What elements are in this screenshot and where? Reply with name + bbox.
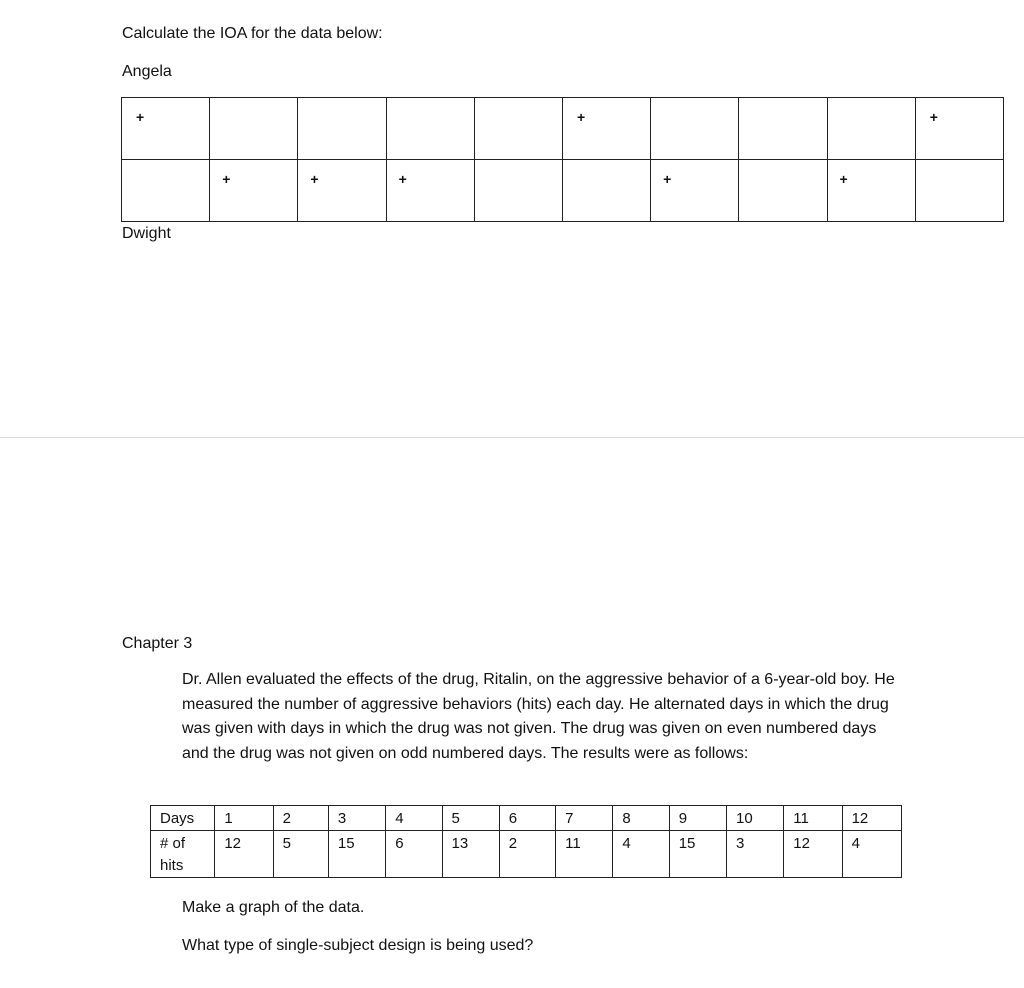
dwight-mark: +: [310, 171, 319, 187]
angela-row: [122, 98, 1004, 160]
instruction-text: Calculate the IOA for the data below:: [122, 25, 383, 42]
angela-cell: [915, 98, 1003, 160]
dwight-cell: [474, 160, 562, 222]
angela-cell: [739, 98, 827, 160]
hits-cell: 2: [499, 831, 555, 878]
dwight-cell: [210, 160, 298, 222]
hits-cell: 4: [613, 831, 669, 878]
dwight-cell: [298, 160, 386, 222]
dwight-cell: [651, 160, 739, 222]
dwight-cell: [915, 160, 1003, 222]
dwight-cell: [739, 160, 827, 222]
question-design: What type of single-subject design is being used?: [182, 937, 534, 954]
day-cell: 7: [556, 806, 613, 831]
hits-cell: 6: [386, 831, 442, 878]
days-label: Days: [151, 806, 215, 831]
day-cell: 3: [328, 806, 385, 831]
dwight-mark: +: [663, 171, 672, 187]
angela-cell: [562, 98, 650, 160]
angela-cell: [386, 98, 474, 160]
day-cell: 1: [215, 806, 273, 831]
day-cell: 8: [613, 806, 669, 831]
hits-cell: 4: [842, 831, 901, 878]
hits-cell: 13: [442, 831, 499, 878]
day-cell: 4: [386, 806, 442, 831]
days-row: [151, 806, 902, 831]
hits-label: # of hits: [151, 831, 215, 878]
day-cell: 12: [842, 806, 901, 831]
dwight-row: [122, 160, 1004, 222]
day-cell: 6: [499, 806, 555, 831]
hits-data-table: [150, 805, 902, 878]
ioa-recording-table: [121, 97, 1004, 222]
angela-cell: [298, 98, 386, 160]
angela-cell: [474, 98, 562, 160]
day-cell: 10: [726, 806, 783, 831]
day-cell: 9: [669, 806, 726, 831]
hits-cell: 5: [273, 831, 328, 878]
dwight-mark: +: [398, 171, 407, 187]
day-cell: 5: [442, 806, 499, 831]
observer-label-dwight: Dwight: [122, 225, 171, 242]
angela-cell: [827, 98, 915, 160]
hits-row: [151, 831, 902, 878]
page-divider: [0, 437, 1024, 438]
question-graph: Make a graph of the data.: [182, 899, 365, 916]
chapter-description: Dr. Allen evaluated the effects of the drug, Ritalin, on the aggressive behavior of a 6-year-old boy. He measured the number of aggressive behaviors (hits) each day. He alternated days in which the drug was given with days in which the drug was not given. The drug was given on even numbered days and the drug was not given on odd numbered days. The results were as follows:: [182, 671, 895, 762]
angela-cell: [210, 98, 298, 160]
hits-cell: 15: [669, 831, 726, 878]
observer-label-angela: Angela: [122, 63, 172, 80]
angela-mark: +: [929, 109, 938, 125]
chapter-title: Chapter 3: [122, 635, 193, 652]
dwight-cell: [827, 160, 915, 222]
hits-cell: 11: [556, 831, 613, 878]
dwight-mark: +: [839, 171, 848, 187]
hits-cell: 15: [328, 831, 385, 878]
angela-mark: +: [136, 109, 145, 125]
hits-cell: 12: [215, 831, 273, 878]
dwight-mark: +: [222, 171, 231, 187]
dwight-cell: [562, 160, 650, 222]
hits-cell: 3: [726, 831, 783, 878]
hits-cell: 12: [784, 831, 842, 878]
angela-cell: [651, 98, 739, 160]
dwight-cell: [122, 160, 210, 222]
angela-mark: +: [576, 109, 586, 125]
day-cell: 2: [273, 806, 328, 831]
angela-cell: [122, 98, 210, 160]
dwight-cell: [386, 160, 474, 222]
day-cell: 11: [784, 806, 842, 831]
